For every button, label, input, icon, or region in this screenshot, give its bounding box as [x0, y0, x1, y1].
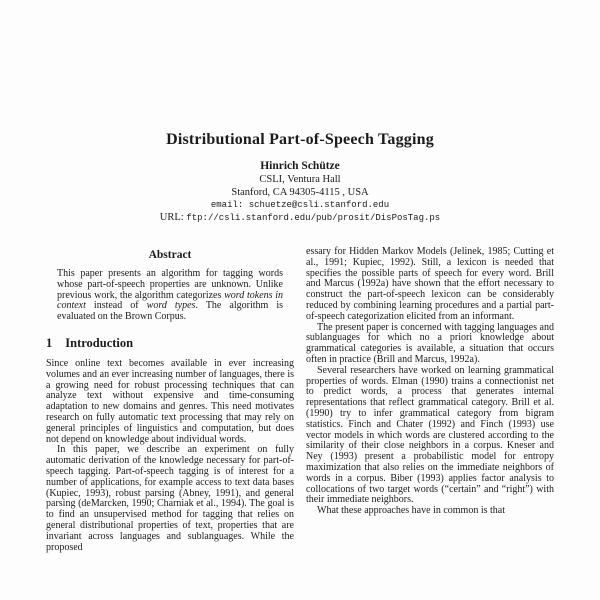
intro-paragraph-1: Since online text becomes available in ever increasing volumes and an ever increasing number of languages, there is a growing need for robust processing techniques that can analyze text without expensive and time-consuming adaptation to new domains and genres. This need motivates research on fully automatic text processing that may rely on general principles of linguistics and computation, but does not depend on knowledge about individual words.	[46, 357, 294, 445]
author-block	[0, 160, 600, 224]
url-label: URL:	[159, 211, 184, 223]
abstract-seg-2: instead of	[85, 300, 147, 312]
section-heading-introduction	[46, 336, 294, 350]
section-number: 1	[46, 335, 53, 350]
abstract-seg-italic-1: word tokens in context	[57, 289, 283, 312]
right-paragraph-2: The present paper is concerned with tagging languages and sublanguages for which no a priori knowledge about grammatical categories is available, a situation that occurs often in practice (Brill and Marcus, 1992a).	[306, 321, 554, 365]
author-email-line	[0, 199, 600, 212]
abstract-seg-1: This paper presents an algorithm for tagging words whose part-of-speech properties are unknown. Unlike previous work, the algorithm categorizes	[57, 268, 283, 301]
abstract-text	[46, 269, 294, 323]
author-address: Stanford, CA 94305-4115 , USA	[231, 186, 369, 198]
abstract-heading: Abstract	[148, 249, 192, 261]
author-url-line	[0, 212, 600, 225]
abstract-seg-italic-2: word types	[146, 300, 196, 312]
intro-paragraph-2: In this paper, we describe an experiment on fully automatic derivation of the knowledge necessary for part-of-speech tagging. Part-of-speech tagging is of interest for a number of applications, for example access to text data bases (Kupiec, 1993), robust parsing (Abney, 1991), and general parsing (deMarcken, 1990; Charniak et al., 1994). The goal is to find an unsupervised method for tagging that relies on general distributional properties of text, properties that are invariant across languages and sublanguages. While the proposed	[46, 444, 294, 553]
author-affiliation: CSLI, Ventura Hall	[259, 174, 341, 185]
two-column-body	[0, 247, 600, 553]
right-paragraph-4: What these approaches have in common is that	[317, 505, 505, 517]
right-paragraph-1: essary for Hidden Markov Models (Jelinek, 1985; Cutting et al., 1991; Kupiec, 1992). Still, a lexicon is needed that specifies the possible parts of speech for every word. Brill and Marcus (1992a) have shown that the effort necessary to construct the part-of-speech lexicon can be considerably reduced by combining learning procedures and a partial part-of-speech categorization elicited from an informant.	[306, 246, 554, 322]
email-label: email:	[210, 200, 244, 210]
email-address: schuetze@csli.stanford.edu	[248, 200, 390, 210]
author-name: Hinrich Schütze	[260, 160, 340, 172]
abstract-seg-3: . The algorithm is evaluated on the Brown Corpus.	[57, 300, 283, 323]
right-paragraph-3: Several researchers have worked on learning grammatical properties of words. Elman (1990) trains a connectionist net to predict words, a process that generates internal representations that reflect grammatical category. Brill et al. (1990) try to infer grammatical category from bigram statistics. Finch and Chater (1992) and Finch (1993) use vector models in which words are clustered according to the similarity of their close neighbors in a corpus. Kneser and Ney (1993) present a probabilistic model for entropy maximization that also relies on the immediate neighbors of words in a corpus. Biber (1993) applies factor analysis to collocations of two target words (“certain” and “right”) with their immediate neighbors.	[306, 364, 554, 506]
paper-title: Distributional Part-of-Speech Tagging	[166, 131, 434, 148]
section-title: Introduction	[65, 335, 134, 350]
left-column	[46, 247, 294, 553]
right-column	[306, 247, 554, 553]
url-address: ftp://csli.stanford.edu/pub/prosit/DisPosTag.ps	[186, 212, 441, 223]
